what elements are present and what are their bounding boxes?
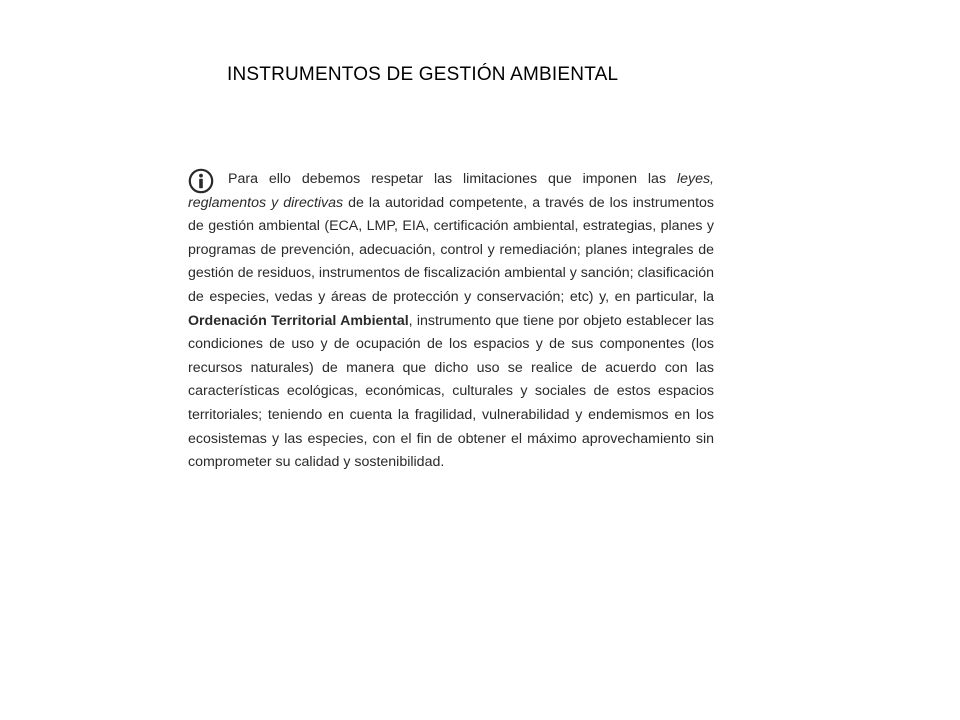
info-block (188, 168, 714, 471)
info-paragraph (188, 168, 714, 475)
info-text-part-5: , instrumento que tiene por objeto establecer las condiciones de uso y de ocupación de los espacios y de sus componentes (los recursos naturales) de manera que dicho uso se realice de acuerdo con las características ecológicas, económicas, culturales y sociales de estos espacios territoriales; teniendo en cuenta la fragilidad, vulnerabilidad y endemismos en los ecosistemas y las especies, con el fin de obtener el máximo aprovechamiento sin comprometer su calidad y sostenibilidad. (188, 312, 714, 471)
info-text-part-3: de la autoridad competente, a través de los instrumentos de gestión ambiental (ECA, LMP, EIA, certificación ambiental, estrategias, planes y programas de prevención, adecuación, control y remediación; planes integrales de gestión de residuos, instrumentos de fiscalización ambiental y sanción; clasificación de especies, vedas y áreas de protección y conservación; etc) y, en particular, la (188, 194, 714, 305)
info-text-part-1: Para ello debemos respetar las limitaciones que imponen las (228, 171, 677, 187)
info-circle-icon (188, 168, 214, 194)
slide-title: INSTRUMENTOS DE GESTIÓN AMBIENTAL (227, 64, 619, 85)
info-text-bold: Ordenación Territorial Ambiental (188, 312, 409, 329)
info-text-italic: leyes, reglamentos y directivas (188, 171, 714, 211)
